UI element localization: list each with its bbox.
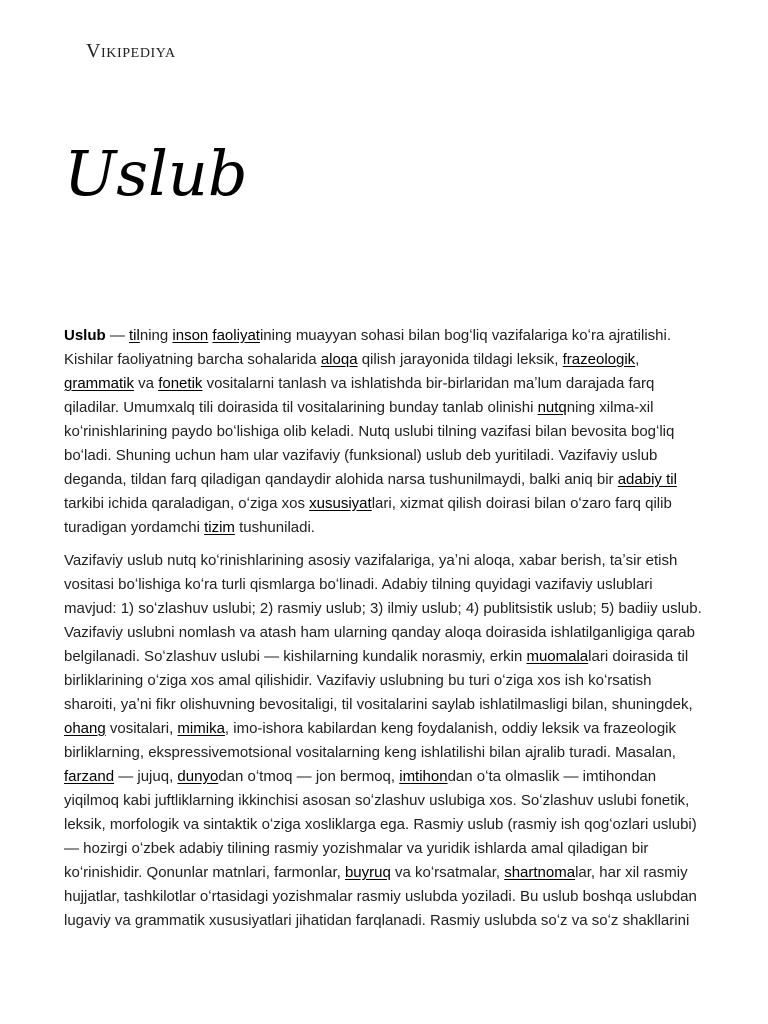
text-run: Vazifaviy uslub nutq koʻrinishlarining asosiy vazifalariga, yaʼni aloqa, xabar berish, taʼsir etish vositasi boʻlishiga koʻra turli qismlarga boʻlinadi. Adabiy tilning quyidagi vazifaviy uslublari mavjud: 1) soʻzlashuv uslubi; 2) rasmiy uslub; 3) ilmiy uslub; 4) publitsistik uslub; 5) badiiy uslub. Vazifaviy uslubni nomlash va atash ham ularning qanday aloqa doirasida ishlatilganligiga qarab belgilanadi. Soʻzlashuv uslubi — kishilarning kundalik norasmiy, erkin <box>64 552 702 665</box>
text-run: lari, xizmat qilish doirasi bilan oʻzaro farq qilib turadigan yordamchi <box>64 495 672 536</box>
inline-link[interactable]: xususiyat <box>309 495 372 512</box>
text-run: dan oʻtmoq — jon bermoq, <box>218 768 400 785</box>
inline-link[interactable]: dunyo <box>177 768 219 785</box>
inline-link[interactable]: imtihon <box>399 768 448 785</box>
text-run: ning <box>139 327 173 344</box>
text-run: vositalari, <box>105 720 178 737</box>
inline-link[interactable]: shartnoma <box>504 864 576 881</box>
text-run: lari doirasida til birliklarining oʻziga xos amal qilishidir. Vazifaviy uslubning bu turi oʻziga xos ish koʻrsatish sharoiti, yaʼni fikr olishuvning bevositaligi, til vositalarini saylab ishlatilmasligi bilan, shuningdek, <box>64 648 693 713</box>
inline-link[interactable]: aloqa <box>320 351 358 368</box>
text-run: , <box>635 351 640 368</box>
paragraph-intro <box>64 324 706 540</box>
inline-link[interactable]: farzand <box>64 768 115 785</box>
inline-link[interactable]: faoliyat <box>212 327 260 344</box>
text-run: qilish jarayonida tildagi leksik, <box>357 351 563 368</box>
inline-link[interactable]: adabiy til <box>617 471 677 488</box>
inline-link[interactable]: tizim <box>204 519 235 536</box>
bold-term: Uslub <box>64 327 106 344</box>
text-run: — <box>105 327 130 344</box>
text-run: tushuniladi. <box>234 519 315 536</box>
text-run: , imo-ishora kabilardan keng foydalanish, oddiy leksik va frazeologik birliklarning, ekspressivemotsional vositalarning keng ishlatilishi bilan ajralib turadi. Masalan, <box>64 720 676 761</box>
text-run: ning xilma-xil koʻrinishlarining paydo boʻlishiga olib keladi. Nutq uslubi tilning vazifasi bilan bevosita bogʻliq boʻladi. Shuning uchun ham ular vazifaviy (funksional) uslub deb yuritiladi. Vazifaviy uslub deganda, tildan farq qiladigan qandaydir alohida narsa tushunilmaydi, balki aniq bir <box>64 399 675 488</box>
text-run: — jujuq, <box>114 768 178 785</box>
text-run: va <box>134 375 159 392</box>
text-run: dan oʻta olmaslik — imtihondan yiqilmoq kabi juftliklarning ikkinchisi asosan soʻzlashuv uslubiga xos. Soʻzlashuv uslubi fonetik, leksik, morfologik va sintaktik oʻziga xosliklarga ega. Rasmiy uslub (rasmiy ish qogʻozlari uslubi) — hozirgi oʻzbek adabiy tilining rasmiy yozishmalar va yuridik ishlarda amal qiladigan bir koʻrinishidir. Qonunlar matnlari, farmonlar, <box>64 768 697 881</box>
inline-link[interactable]: grammatik <box>64 375 135 392</box>
article-body <box>64 324 706 942</box>
inline-link[interactable]: fonetik <box>158 375 203 392</box>
inline-link[interactable]: frazeologik <box>562 351 636 368</box>
inline-link[interactable]: ohang <box>64 720 106 737</box>
inline-link[interactable]: nutq <box>537 399 567 416</box>
inline-link[interactable]: muomala <box>526 648 589 665</box>
text-run: tarkibi ichida qaraladigan, oʻziga xos <box>64 495 310 512</box>
text-run: lar, har xil rasmiy hujjatlar, tashkilotlar oʻrtasidagi yozishmalar rasmiy uslubda yoziladi. Bu uslub boshqa uslubdan lugaviy va grammatik xususiyatlari jihatidan farqlanadi. Rasmiy uslubda soʻz va soʻz shakllarini <box>64 864 697 929</box>
page-title: Uslub <box>64 137 248 210</box>
inline-link[interactable]: mimika <box>177 720 225 737</box>
paragraph-styles <box>64 549 706 933</box>
inline-link[interactable]: buyruq <box>344 864 391 881</box>
wordmark[interactable]: Vikipediya <box>86 40 176 62</box>
text-run: ining muayyan sohasi bilan bogʻliq vazifalariga koʻra ajratilishi. Kishilar faoliyatning barcha sohalarida <box>64 327 672 368</box>
text-run: vositalarni tanlash va ishlatishda bir-birlaridan maʼlum darajada farq qiladilar. Umumxalq tili doirasida til vositalarining bunday tanlab olinishi <box>64 375 655 416</box>
inline-link[interactable]: inson <box>172 327 209 344</box>
text-run: va koʻrsatmalar, <box>390 864 505 881</box>
inline-link[interactable]: til <box>129 327 140 344</box>
